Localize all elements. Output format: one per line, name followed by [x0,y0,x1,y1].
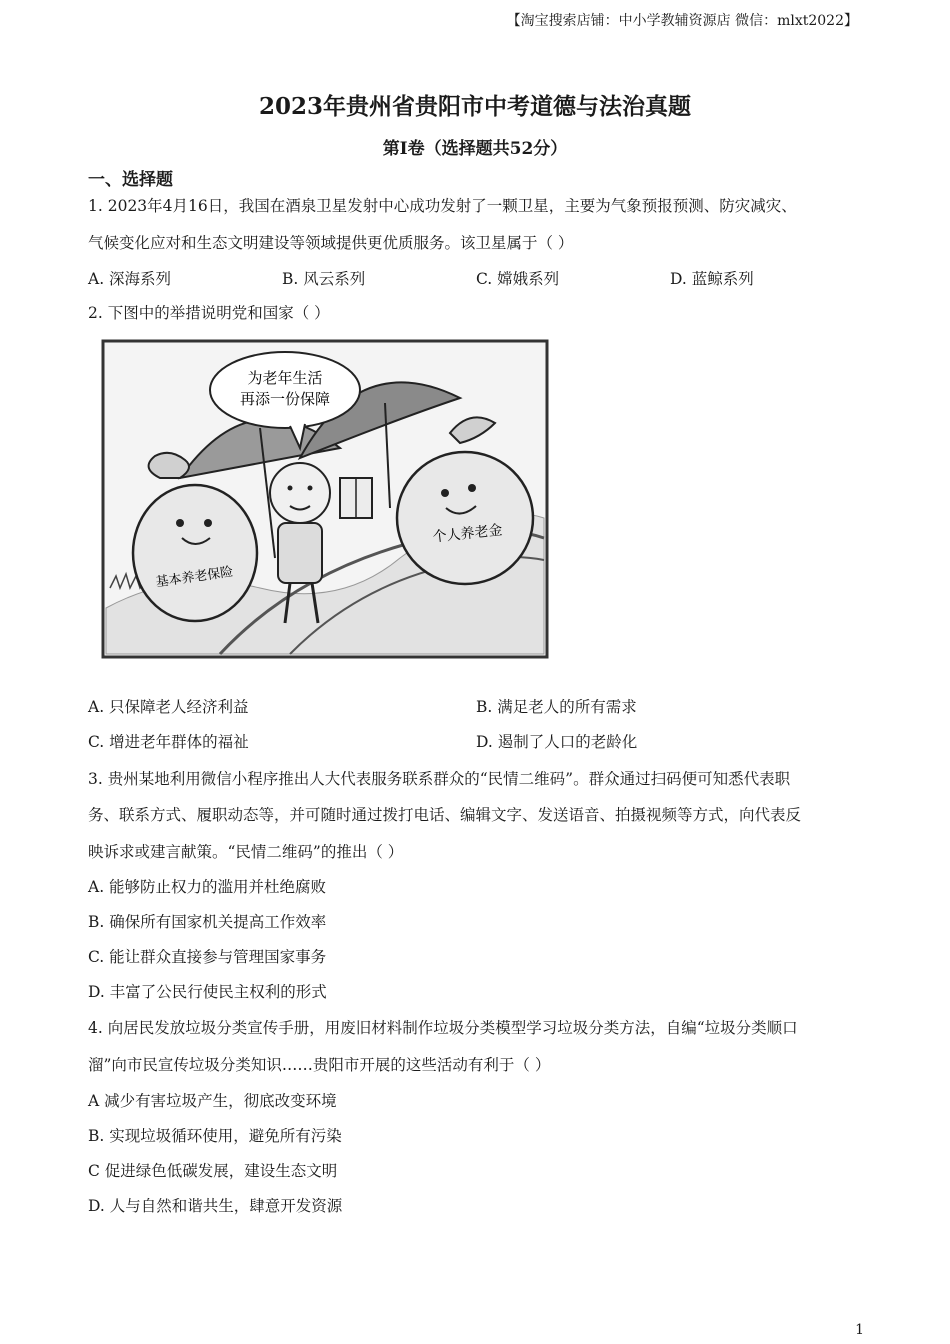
cartoon-speech-line-2: 再添一份保障 [239,390,331,408]
question-1-line-1: 1. 2023年4月16日，我国在酒泉卫星发射中心成功发射了一颗卫星，主要为气象预报预测、防灾减灾、 [88,197,797,215]
question-3-option-a[interactable]: A. 能够防止权力的滥用并杜绝腐败 [88,878,327,896]
question-2-option-c[interactable]: C. 增进老年群体的福祉 [88,733,249,751]
question-1-line-2: 气候变化应对和生态文明建设等领域提供更优质服务。该卫星属于（ ） [88,234,574,252]
question-3-option-d[interactable]: D. 丰富了公民行使民主权利的形式 [88,983,327,1001]
question-3-line-3: 映诉求或建言献策。“民情二维码”的推出（ ） [88,843,404,861]
question-4-option-c[interactable]: C 促进绿色低碳发展，建设生态文明 [88,1162,338,1180]
cartoon-bag-left-label: 基本养老保险 [154,564,235,591]
question-3-line-2: 务、联系方式、履职动态等，并可随时通过拨打电话、编辑文字、发送语音、拍摄视频等方式，向代表反 [88,806,802,824]
question-2-option-d[interactable]: D. 遏制了人口的老龄化 [476,733,638,751]
cartoon-bag-left [133,485,257,621]
question-1-option-c[interactable]: C. 嫦娥系列 [476,270,560,288]
header-note: 【淘宝搜索店铺：中小学教辅资源店 微信：mlxt2022】 [506,13,858,29]
page-title: 2023年贵州省贵阳市中考道德与法治真题 [258,93,691,120]
question-4-option-b[interactable]: B. 实现垃圾循环使用，避免所有污染 [88,1127,342,1145]
question-3-option-b[interactable]: B. 确保所有国家机关提高工作效率 [88,913,327,931]
question-3-option-c[interactable]: C. 能让群众直接参与管理国家事务 [88,948,327,966]
question-1-option-d[interactable]: D. 蓝鲸系列 [670,270,754,288]
cartoon-elderly-man-head [270,463,330,523]
question-2-cartoon [100,338,550,660]
question-4-option-d[interactable]: D. 人与自然和谐共生，肆意开发资源 [88,1197,343,1215]
question-4-option-a[interactable]: A 减少有害垃圾产生，彻底改变环境 [88,1092,337,1110]
cartoon-bag-right [397,452,533,584]
question-4-line-2: 溜”向市民宣传垃圾分类知识……贵阳市开展的这些活动有利于（ ） [88,1056,551,1074]
cartoon-speech-line-1: 为老年生活 [247,369,323,387]
question-1-option-b[interactable]: B. 风云系列 [282,270,366,288]
section-heading: 一、选择题 [88,170,173,190]
question-2-option-a[interactable]: A. 只保障老人经济利益 [88,698,249,716]
question-2-option-b[interactable]: B. 满足老人的所有需求 [476,698,637,716]
question-1-option-a[interactable]: A. 深海系列 [88,270,172,288]
cartoon-bag-right-label: 个人养老金 [431,522,504,546]
cartoon-elderly-man-body [278,523,322,583]
page-subtitle: 第Ⅰ卷（选择题共52分） [382,139,568,159]
question-2-stem: 2. 下图中的举措说明党和国家（ ） [88,304,330,322]
question-3-line-1: 3. 贵州某地利用微信小程序推出人大代表服务联系群众的“民情二维码”。群众通过扫码便可知悉代表职 [88,770,791,788]
page-number: 1 [855,1322,864,1338]
question-4-line-1: 4. 向居民发放垃圾分类宣传手册，用废旧材料制作垃圾分类模型学习垃圾分类方法，自编“垃圾分类顺口 [88,1019,798,1037]
